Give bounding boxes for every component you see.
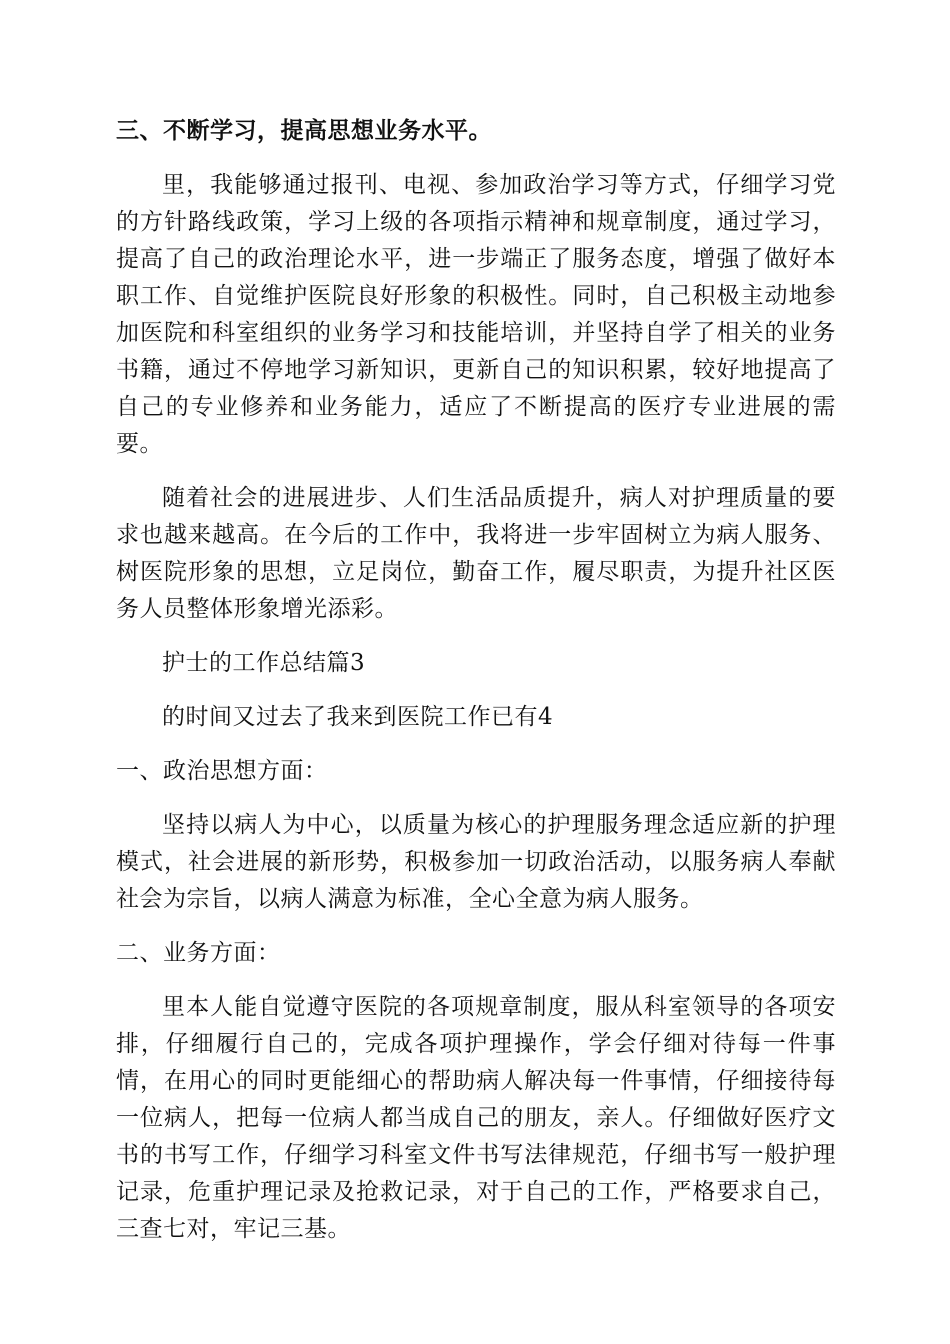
- section-heading-politics: 一、政治思想方面：: [116, 758, 328, 784]
- article-title: 护士的工作总结篇3: [162, 650, 366, 676]
- intro-line: 的时间又过去了我来到医院工作已有4: [162, 704, 554, 730]
- paragraph-study: 里，我能够通过报刊、电视、参加政治学习等方式，仔细学习党的方针路线政策，学习上级的各项指示精神和规章制度，通过学习，提高了自己的政治理论水平，进一步端正了服务态度，增强了做好本职工作、自觉维护医院良好形象的积极性。同时，自己积极主动地参加医院和科室组织的业务学习和技能培训，并坚持自学了相关的业务书籍，通过不停地学习新知识，更新自己的知识积累，较好地提高了自己的专业修养和业务能力，适应了不断提高的医疗专业进展的需要。: [116, 172, 836, 457]
- section-heading-business: 二、业务方面：: [116, 940, 281, 966]
- paragraph-business: 里本人能自觉遵守医院的各项规章制度，服从科室领导的各项安排，仔细履行自己的，完成各项护理操作，学会仔细对待每一件事情，在用心的同时更能细心的帮助病人解决每一件事情，仔细接待每一位病人，把每一位病人都当成自己的朋友，亲人。仔细做好医疗文书的书写工作，仔细学习科室文件书写法律规范，仔细书写一般护理记录，危重护理记录及抢救记录，对于自己的工作，严格要求自己，三查七对，牢记三基。: [116, 994, 836, 1242]
- section-heading-study: 三、不断学习，提高思想业务水平。: [116, 118, 492, 144]
- paragraph-politics: 坚持以病人为中心，以质量为核心的护理服务理念适应新的护理模式，社会进展的新形势，积极参加一切政治活动，以服务病人奉献社会为宗旨，以病人满意为标准，全心全意为病人服务。: [116, 812, 836, 912]
- document-body: [116, 113, 836, 1265]
- paragraph-outlook: 随着社会的进展进步、人们生活品质提升，病人对护理质量的要求也越来越高。在今后的工作中，我将进一步牢固树立为病人服务、树医院形象的思想，立足岗位，勤奋工作，履尽职责，为提升社区医务人员整体形象增光添彩。: [116, 485, 836, 622]
